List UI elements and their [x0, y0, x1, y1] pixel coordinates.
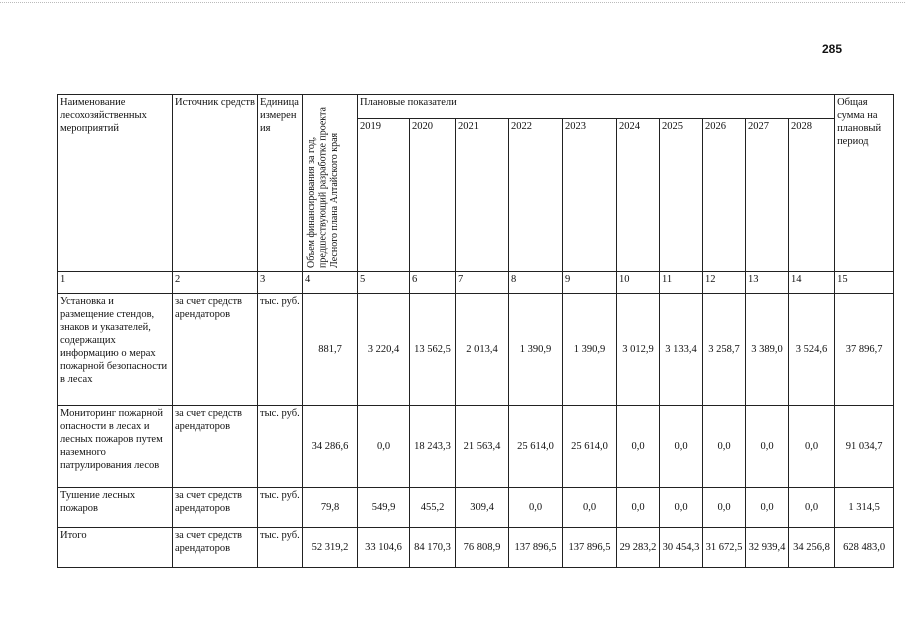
row-total-value: 628 483,0 [835, 528, 894, 568]
row-year-value: 309,4 [456, 488, 509, 528]
table-row [58, 294, 894, 406]
column-index: 5 [358, 272, 410, 294]
row-source: за счет средств арендаторов [173, 406, 258, 488]
row-year-value: 3 389,0 [746, 294, 789, 406]
column-index: 6 [410, 272, 456, 294]
header-measure: Наименование лесохозяйственных мероприятий [58, 95, 173, 272]
row-year-value: 0,0 [660, 488, 703, 528]
row-unit: тыс. руб. [258, 406, 303, 488]
row-source: за счет средств арендаторов [173, 294, 258, 406]
row-year-value: 76 808,9 [456, 528, 509, 568]
row-year-value: 25 614,0 [563, 406, 617, 488]
table-row [58, 528, 894, 568]
header-year: 2026 [703, 119, 746, 272]
row-prior-value: 79,8 [303, 488, 358, 528]
row-year-value: 137 896,5 [563, 528, 617, 568]
column-index: 11 [660, 272, 703, 294]
row-year-value: 0,0 [617, 406, 660, 488]
row-year-value: 0,0 [660, 406, 703, 488]
row-prior-value: 52 319,2 [303, 528, 358, 568]
row-measure: Тушение лесных пожаров [58, 488, 173, 528]
row-year-value: 0,0 [703, 488, 746, 528]
row-measure: Итого [58, 528, 173, 568]
row-year-value: 455,2 [410, 488, 456, 528]
row-year-value: 549,9 [358, 488, 410, 528]
row-year-value: 3 524,6 [789, 294, 835, 406]
row-year-value: 33 104,6 [358, 528, 410, 568]
row-year-value: 18 243,3 [410, 406, 456, 488]
row-year-value: 0,0 [746, 406, 789, 488]
row-year-value: 0,0 [617, 488, 660, 528]
header-year: 2022 [509, 119, 563, 272]
row-year-value: 0,0 [789, 488, 835, 528]
row-year-value: 25 614,0 [509, 406, 563, 488]
row-year-value: 3 258,7 [703, 294, 746, 406]
column-index: 1 [58, 272, 173, 294]
row-year-value: 0,0 [789, 406, 835, 488]
row-measure: Мониторинг пожарной опасности в лесах и лесных пожаров путем наземного патрулирования лесов [58, 406, 173, 488]
header-year: 2023 [563, 119, 617, 272]
row-year-value: 0,0 [358, 406, 410, 488]
row-year-value: 3 133,4 [660, 294, 703, 406]
header-year: 2025 [660, 119, 703, 272]
table-row [58, 406, 894, 488]
row-year-value: 31 672,5 [703, 528, 746, 568]
column-index: 14 [789, 272, 835, 294]
row-year-value: 0,0 [746, 488, 789, 528]
column-index: 10 [617, 272, 660, 294]
row-year-value: 21 563,4 [456, 406, 509, 488]
header-year: 2020 [410, 119, 456, 272]
row-year-value: 32 939,4 [746, 528, 789, 568]
header-unit: Единица измерен ия [258, 95, 303, 272]
row-year-value: 0,0 [703, 406, 746, 488]
row-year-value: 29 283,2 [617, 528, 660, 568]
row-year-value: 0,0 [509, 488, 563, 528]
column-index: 13 [746, 272, 789, 294]
column-index: 8 [509, 272, 563, 294]
column-index: 3 [258, 272, 303, 294]
header-year: 2019 [358, 119, 410, 272]
fire-safety-financing-table [57, 94, 894, 568]
row-source: за счет средств арендаторов [173, 528, 258, 568]
column-index: 2 [173, 272, 258, 294]
row-year-value: 13 562,5 [410, 294, 456, 406]
row-measure: Установка и размещение стендов, знаков и указателей, содержащих информацию о мерах пожарной безопасности в лесах [58, 294, 173, 406]
header-year: 2027 [746, 119, 789, 272]
row-year-value: 34 256,8 [789, 528, 835, 568]
header-prior-volume: Объем финансирования за год, предшествующий разработке проекта Лесного плана Алтайского края [303, 95, 358, 272]
header-year: 2021 [456, 119, 509, 272]
row-unit: тыс. руб. [258, 528, 303, 568]
row-unit: тыс. руб. [258, 488, 303, 528]
row-year-value: 1 390,9 [563, 294, 617, 406]
header-planned: Плановые показатели [358, 95, 835, 119]
row-year-value: 3 220,4 [358, 294, 410, 406]
row-total-value: 37 896,7 [835, 294, 894, 406]
page-number: 285 [822, 42, 843, 56]
scan-edge [0, 2, 905, 3]
column-index: 15 [835, 272, 894, 294]
row-year-value: 84 170,3 [410, 528, 456, 568]
row-year-value: 1 390,9 [509, 294, 563, 406]
row-year-value: 2 013,4 [456, 294, 509, 406]
table-row [58, 488, 894, 528]
header-total: Общая сумма на плановый период [835, 95, 894, 272]
row-year-value: 30 454,3 [660, 528, 703, 568]
header-source: Источник средств [173, 95, 258, 272]
row-prior-value: 881,7 [303, 294, 358, 406]
row-year-value: 3 012,9 [617, 294, 660, 406]
header-year: 2024 [617, 119, 660, 272]
row-year-value: 0,0 [563, 488, 617, 528]
header-year: 2028 [789, 119, 835, 272]
table-body [58, 294, 894, 568]
row-unit: тыс. руб. [258, 294, 303, 406]
row-total-value: 1 314,5 [835, 488, 894, 528]
row-prior-value: 34 286,6 [303, 406, 358, 488]
column-index: 4 [303, 272, 358, 294]
column-index-row [58, 272, 894, 294]
row-source: за счет средств арендаторов [173, 488, 258, 528]
column-index: 12 [703, 272, 746, 294]
row-total-value: 91 034,7 [835, 406, 894, 488]
column-index: 9 [563, 272, 617, 294]
column-index: 7 [456, 272, 509, 294]
row-year-value: 137 896,5 [509, 528, 563, 568]
